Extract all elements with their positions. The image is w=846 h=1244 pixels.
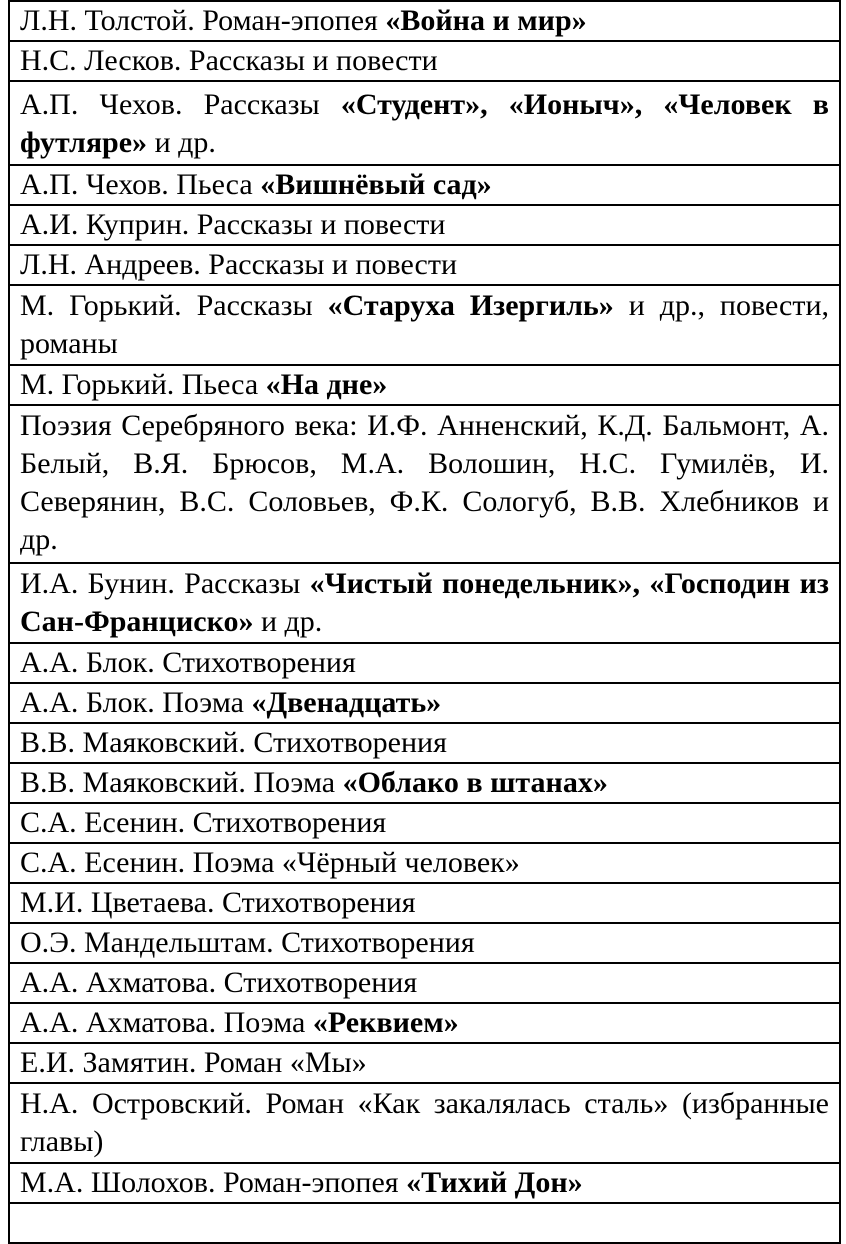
table-cell: А.П. Чехов. Рассказы «Студент», «Ионыч», «Человек в футляре» и др. xyxy=(9,81,840,165)
table-row xyxy=(9,963,840,1003)
table-cell: М.И. Цветаева. Стихотворения xyxy=(9,883,840,923)
table-row xyxy=(9,1083,840,1163)
table-cell: Л.Н. Андреев. Рассказы и повести xyxy=(9,245,840,285)
table-row xyxy=(9,1043,840,1083)
table-cell: А.А. Ахматова. Стихотворения xyxy=(9,963,840,1003)
table-cell: О.Э. Мандельштам. Стихотворения xyxy=(9,923,840,963)
table-cell: А.А. Блок. Поэма «Двенадцать» xyxy=(9,683,840,723)
table-row xyxy=(9,81,840,165)
table-row xyxy=(9,405,840,563)
literature-table xyxy=(8,0,841,1244)
table-cell: Н.С. Лесков. Рассказы и повести xyxy=(9,41,840,81)
table-cell: Поэзия Серебряного века: И.Ф. Анненский, К.Д. Бальмонт, А. Белый, В.Я. Брюсов, М.А. Волошин, Н.С. Гумилёв, И. Северянин, В.С. Соловьев, Ф.К. Сологуб, В.В. Хлебников и др. xyxy=(9,405,840,563)
table-row xyxy=(9,1,840,41)
table-cell: М. Горький. Пьеса «На дне» xyxy=(9,365,840,405)
table-cell: В.В. Маяковский. Стихотворения xyxy=(9,723,840,763)
table-row xyxy=(9,643,840,683)
table-row xyxy=(9,923,840,963)
table-row xyxy=(9,245,840,285)
table-cell: А.П. Чехов. Пьеса «Вишнёвый сад» xyxy=(9,165,840,205)
table-row xyxy=(9,723,840,763)
table-row xyxy=(9,1163,840,1203)
table-row xyxy=(9,883,840,923)
table-cell: А.А. Ахматова. Поэма «Реквием» xyxy=(9,1003,840,1043)
table-cell: А.А. Блок. Стихотворения xyxy=(9,643,840,683)
table-cell: Н.А. Островский. Роман «Как закалялась сталь» (избранные главы) xyxy=(9,1083,840,1163)
table-cell: И.А. Бунин. Рассказы «Чистый понедельник», «Господин из Сан-Франциско» и др. xyxy=(9,563,840,643)
table-cell: В.В. Маяковский. Поэма «Облако в штанах» xyxy=(9,763,840,803)
table-row xyxy=(9,843,840,883)
table-cell: Е.И. Замятин. Роман «Мы» xyxy=(9,1043,840,1083)
table-row xyxy=(9,365,840,405)
table-cell: М. Горький. Рассказы «Старуха Изергиль» и др., повести, романы xyxy=(9,285,840,365)
table-row xyxy=(9,803,840,843)
table-row xyxy=(9,1203,840,1243)
table-row xyxy=(9,165,840,205)
table-cell: С.А. Есенин. Стихотворения xyxy=(9,803,840,843)
table-cell: М.А. Шолохов. Роман-эпопея «Тихий Дон» xyxy=(9,1163,840,1203)
table-row xyxy=(9,41,840,81)
table-row xyxy=(9,683,840,723)
table-cell: Л.Н. Толстой. Роман-эпопея «Война и мир» xyxy=(9,1,840,41)
table-row xyxy=(9,563,840,643)
table-cell xyxy=(9,1203,840,1243)
table-row xyxy=(9,205,840,245)
table-cell: А.И. Куприн. Рассказы и повести xyxy=(9,205,840,245)
table-cell: С.А. Есенин. Поэма «Чёрный человек» xyxy=(9,843,840,883)
table-row xyxy=(9,285,840,365)
table-row xyxy=(9,1003,840,1043)
table-row xyxy=(9,763,840,803)
